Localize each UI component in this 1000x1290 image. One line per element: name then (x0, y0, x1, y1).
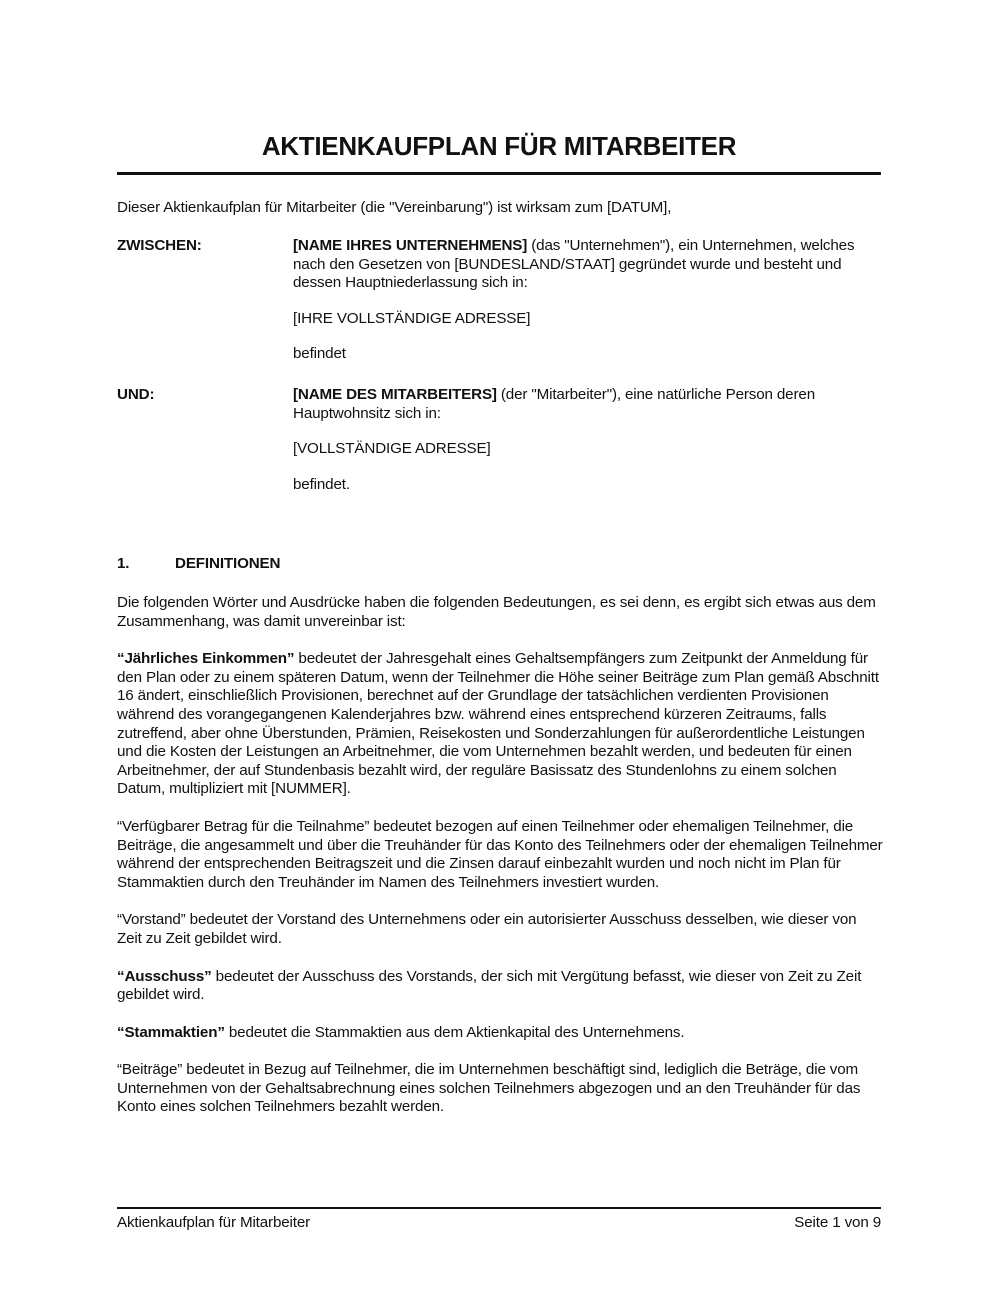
footer-document-title: Aktienkaufplan für Mitarbeiter (117, 1214, 311, 1231)
footer-divider (117, 1207, 881, 1209)
title-divider (117, 172, 881, 175)
party-description-text: (das "Unternehmen"), ein Unternehmen, welches nach den Gesetzen von [BUNDESLAND/STAAT] gegründet wurde und besteht und dessen Hauptniederlassung sich in: (293, 237, 855, 292)
definition-item (117, 818, 883, 892)
party-description (293, 386, 883, 423)
definition-term: “Verfügbarer Betrag für die Teilnahme” (117, 817, 370, 835)
definition-item (117, 1024, 883, 1043)
definition-item (117, 650, 883, 799)
definition-item (117, 911, 883, 948)
document-title: AKTIENKAUFPLAN FÜR MITARBEITER (261, 131, 737, 161)
definition-text: bedeutet der Jahresgehalt eines Gehaltsempfängers zum Zeitpunkt der Anmeldung für den Plan oder zu einem späteren Datum, wenn der Teilnehmer die Höhe seiner Beiträge zum Plan gemäß Abschnitt 16 ändert, einschließlich Provisionen, berechnet auf der Grundlage der tatsächlichen verdienten Provisionen während des vorangegangenen Kalenderjahres bzw. während eines entsprechend kürzeren Zeitraums, falls zutreffend, aber ohne Überstunden, Prämien, Reisekosten und Sonderzahlungen für außerordentliche Leistungen und die Kosten der Leistungen an Arbeitnehmer, die vom Unternehmen bezahlt werden, und bedeuten für einen Arbeitnehmer, der auf Stundenbasis bezahlt wird, der reguläre Basissatz des Stundenlohns zu einem solchen Datum, multipliziert mit [NUMMER]. (117, 650, 879, 798)
definition-text: bedeutet die Stammaktien aus dem Aktienkapital des Unternehmens. (224, 1023, 685, 1041)
definition-term: “Ausschuss” (117, 967, 212, 985)
definition-term: “Jährliches Einkommen” (117, 650, 295, 668)
party-name: [NAME IHRES UNTERNEHMENS] (293, 237, 528, 254)
definition-term: “Beiträge” (117, 1061, 183, 1079)
definition-text: bedeutet in Bezug auf Teilnehmer, die im Unternehmen beschäftigt sind, lediglich die Beträge, die vom Unternehmen von der Gehaltsabrechnung eines solchen Teilnehmers abgezogen und an den Treuhänder für das Konto eines solchen Teilnehmers bezahlt werden. (117, 1061, 861, 1116)
party-body (293, 237, 883, 381)
definition-item (117, 968, 883, 1005)
intro-paragraph: Dieser Aktienkaufplan für Mitarbeiter (die "Vereinbarung") ist wirksam zum [DATUM], (117, 199, 672, 216)
party-address: [IHRE VOLLSTÄNDIGE ADRESSE] (293, 309, 531, 327)
party-closing: befindet. (293, 475, 350, 493)
party-description-text: (der "Mitarbeiter"), eine natürliche Person deren Hauptwohnsitz sich in: (293, 386, 815, 422)
definition-term: “Stammaktien” (117, 1023, 225, 1041)
party-body (293, 386, 883, 511)
party-description (293, 237, 883, 293)
footer-page-number: Seite 1 von 9 (794, 1214, 881, 1231)
document-page (117, 0, 881, 1290)
definition-item (117, 1061, 883, 1117)
section-number: 1. (117, 555, 130, 572)
section-heading (117, 555, 280, 574)
party-name: [NAME DES MITARBEITERS] (293, 386, 497, 403)
party-label: ZWISCHEN: (117, 237, 202, 254)
definition-text: bedeutet der Vorstand des Unternehmens oder ein autorisierter Ausschuss desselben, wie dieser von Zeit zu Zeit gebildet wird. (117, 911, 857, 947)
definition-text: bedeutet der Ausschuss des Vorstands, der sich mit Vergütung befasst, wie dieser von Zeit zu Zeit gebildet wird. (117, 967, 862, 1004)
party-label: UND: (117, 386, 155, 403)
party-closing: befindet (293, 345, 346, 363)
section-title: DEFINITIONEN (175, 555, 281, 572)
definitions-list (117, 594, 883, 1136)
definition-text: bedeutet bezogen auf einen Teilnehmer oder ehemaligen Teilnehmer, die Beiträge, die angesammelt und über die Treuhänder für das Konto des Teilnehmers oder der ehemaligen Teilnehmer während der entsprechenden Beitragszeit und die Zinsen darauf einbezahlt wurden und noch nicht im Plan für Stammaktien durch den Treuhänder im Namen des Teilnehmers investiert wurden. (117, 817, 883, 891)
definition-term: “Vorstand” (117, 911, 186, 929)
definitions-intro: Die folgenden Wörter und Ausdrücke haben die folgenden Bedeutungen, es sei denn, es ergibt sich etwas aus dem Zusammenhang, was damit unvereinbar ist: (117, 594, 876, 630)
party-address: [VOLLSTÄNDIGE ADRESSE] (293, 440, 491, 458)
